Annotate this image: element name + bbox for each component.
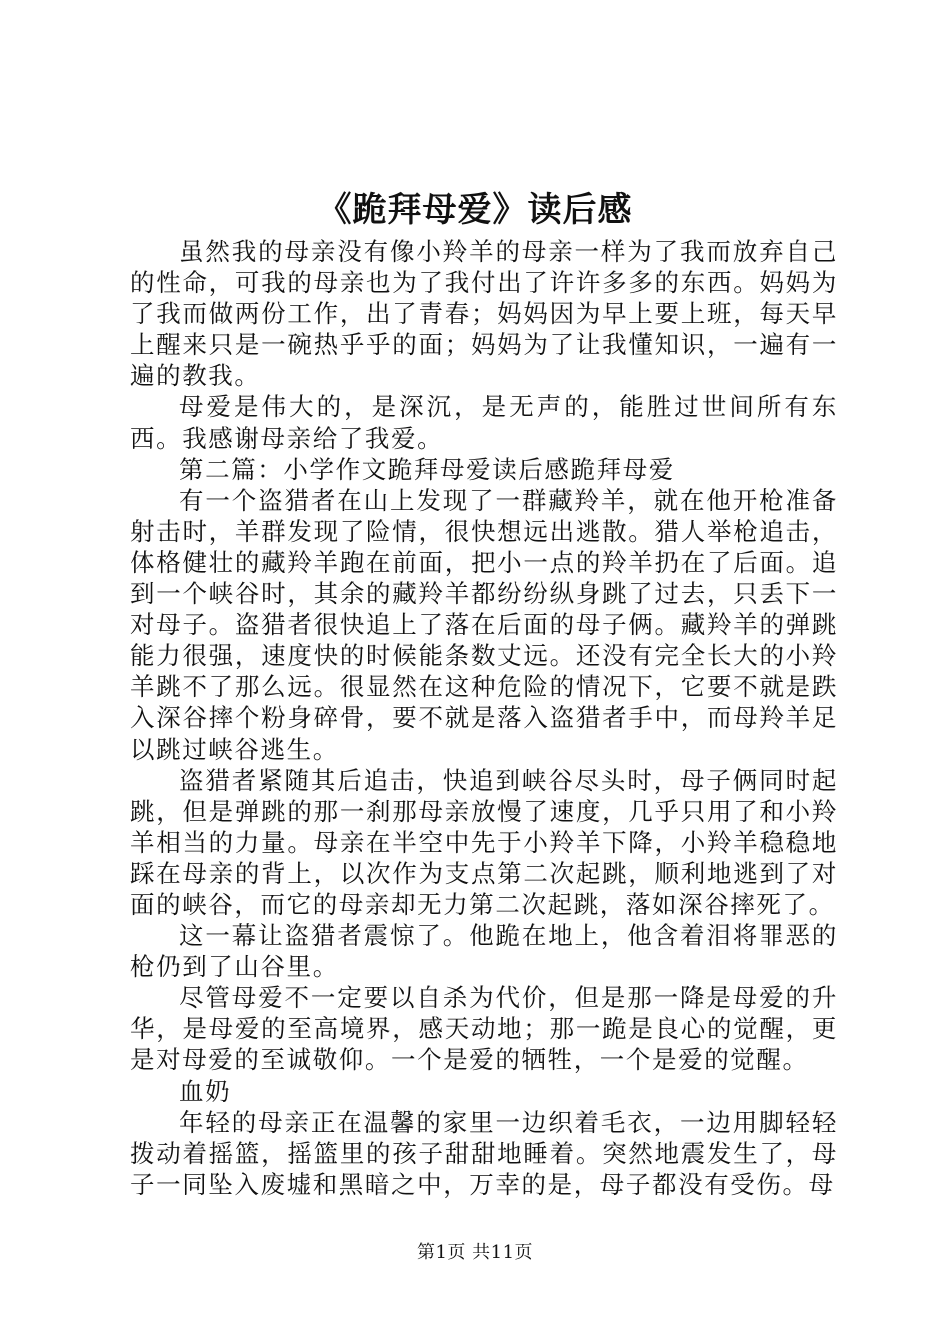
page-number-footer: 第1页 共11页 <box>416 1242 534 1263</box>
paragraph: 尽管母爱不一定要以自杀为代价，但是那一降是母爱的升华，是母爱的至高境界，感天动地；那一跪是良心的觉醒，更是对母爱的至诚敬仰。一个是爱的牺牲，一个是爱的觉醒。 <box>130 983 838 1075</box>
paragraph: 年轻的母亲正在温馨的家里一边织着毛衣，一边用脚轻轻拨动着摇篮，摇篮里的孩子甜甜地睡着。突然地震发生了，母子一同坠入废墟和黑暗之中，万幸的是，母子都没有受伤。母 <box>130 1107 838 1199</box>
paragraph: 这一幕让盗猎者震惊了。他跪在地上，他含着泪将罪恶的枪仍到了山谷里。 <box>130 921 838 982</box>
paragraph: 盗猎者紧随其后追击，快追到峡谷尽头时，母子俩同时起跳，但是弹跳的那一刹那母亲放慢了速度，几乎只用了和小羚羊相当的力量。母亲在半空中先于小羚羊下降，小羚羊稳稳地踩在母亲的背上，以次作为支点第二次起跳，顺利地逃到了对面的峡谷，而它的母亲却无力第二次起跳，落如深谷摔死了。 <box>130 765 838 919</box>
document-title: 《跪拜母爱》读后感 <box>317 190 633 230</box>
paragraph: 有一个盗猎者在山上发现了一群藏羚羊，就在他开枪准备射击时，羊群发现了险情，很快想远出逃散。猎人举枪追击，体格健壮的藏羚羊跑在前面，把小一点的羚羊扔在了后面。追到一个峡谷时，其余的藏羚羊都纷纷纵身跳了过去，只丢下一对母子。盗猎者很快追上了落在后面的母子俩。藏羚羊的弹跳能力很强，速度快的时候能条数丈远。还没有完全长大的小羚羊跳不了那么远。很显然在这种危险的情况下，它要不就是跌入深谷摔个粉身碎骨，要不就是落入盗猎者手中，而母羚羊足以跳过峡谷逃生。 <box>130 485 838 764</box>
section-heading: 第二篇：小学作文跪拜母爱读后感跪拜母爱 <box>179 454 675 484</box>
section-heading: 血奶 <box>179 1076 232 1106</box>
paragraph: 虽然我的母亲没有像小羚羊的母亲一样为了我而放弃自己的性命，可我的母亲也为了我付出了许许多多的东西。妈妈为了我而做两份工作，出了青春；妈妈因为早上要上班，每天早上醒来只是一碗热乎乎的面；妈妈为了让我懂知识，一遍有一遍的教我。 <box>130 237 838 391</box>
document-body <box>130 236 838 1200</box>
paragraph: 母爱是伟大的，是深沉，是无声的，能胜过世间所有东西。我感谢母亲给了我爱。 <box>130 392 838 453</box>
